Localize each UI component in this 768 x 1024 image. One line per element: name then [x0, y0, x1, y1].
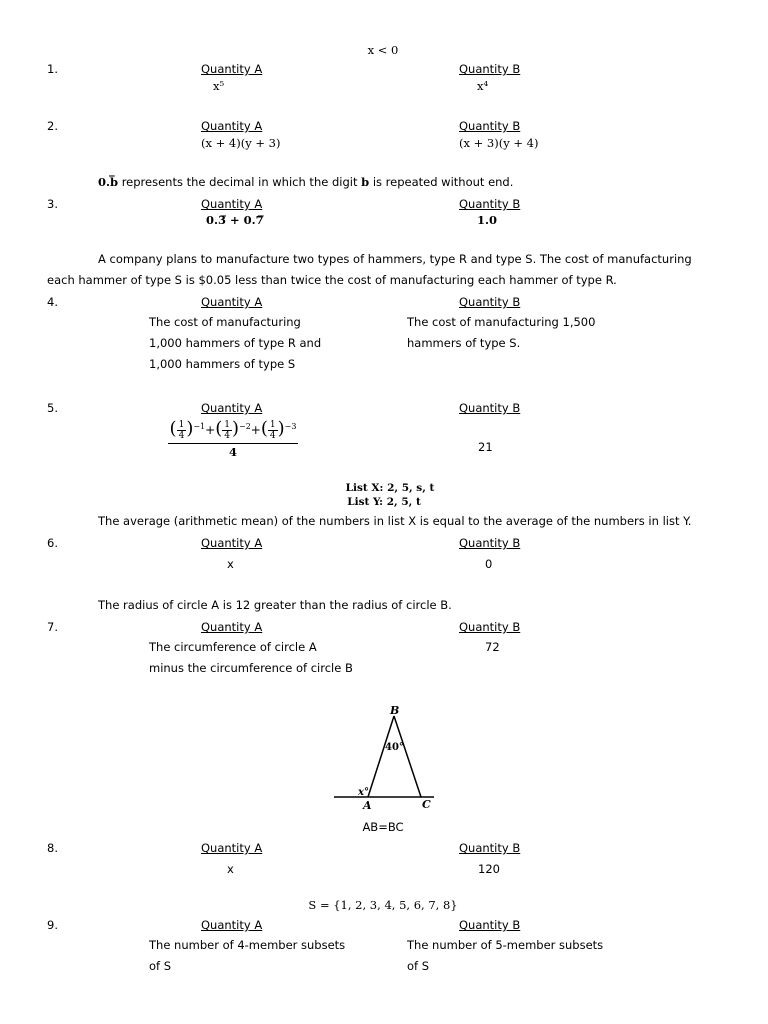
premise-9: S = {1, 2, 3, 4, 5, 6, 7, 8} — [308, 898, 458, 912]
question-7-quantity-a — [149, 640, 353, 682]
expression-numerator: ( $\frac{1}{4}$ )$^{-1}$+( $\frac{1}{4}$ )$^{-2}$+( $\frac{1}{4}$ )$^{-3}$ — [168, 418, 298, 444]
question-8-quantity-b: 120 — [478, 862, 500, 876]
list-y: List Y: 2, 5, t — [347, 496, 421, 508]
question-7-quantity-b: 72 — [485, 640, 500, 654]
vertex-c-label: C — [422, 798, 431, 811]
question-3-number: 3. — [47, 197, 58, 211]
question-8-number: 8. — [47, 841, 58, 855]
quantity-a-line: The cost of manufacturing — [149, 315, 301, 329]
premise-6: The average (arithmetic mean) of the numbers in list X is equal to the average of the numbers in list Y. — [98, 514, 692, 528]
vertex-b-label: B — [390, 704, 400, 717]
question-1-quantity-b-label: Quantity B — [459, 62, 521, 76]
question-7-quantity-b-label: Quantity B — [459, 620, 521, 634]
side-ab — [368, 716, 394, 797]
question-6-number: 6. — [47, 536, 58, 550]
quantity-a-line: The number of 4-member subsets — [149, 938, 346, 952]
question-1-quantity-b: x⁴ — [477, 79, 489, 93]
question-8-quantity-a-label: Quantity A — [201, 841, 263, 855]
angle-b-label: 40° — [385, 742, 404, 753]
angle-x-label: x° — [358, 787, 369, 798]
repeating-decimal-symbol: 0.b̅ — [98, 175, 119, 189]
side-bc — [394, 716, 421, 797]
quantity-a-line: The circumference of circle A — [149, 640, 317, 654]
premise-7: The radius of circle A is 12 greater than the radius of circle B. — [98, 598, 452, 612]
question-9-quantity-a-label: Quantity A — [201, 918, 263, 932]
quantity-b-line: hammers of type S. — [407, 336, 521, 350]
list-x: List X: 2, 5, s, t — [345, 482, 435, 494]
question-4-quantity-a — [149, 315, 321, 378]
question-2-quantity-b: (x + 3)(y + 4) — [459, 136, 539, 150]
premise-3 — [98, 175, 513, 189]
question-2-number: 2. — [47, 119, 58, 133]
question-4-quantity-b — [407, 315, 595, 357]
question-4-quantity-b-label: Quantity B — [459, 295, 521, 309]
question-1-quantity-a-label: Quantity A — [201, 62, 263, 76]
quantity-a-line: 1,000 hammers of type R and — [149, 336, 322, 350]
question-8-quantity-b-label: Quantity B — [459, 841, 521, 855]
question-4-quantity-a-label: Quantity A — [201, 295, 263, 309]
question-9-number: 9. — [47, 918, 58, 932]
question-5-number: 5. — [47, 401, 58, 415]
question-5-quantity-a — [168, 418, 298, 459]
question-9-quantity-b — [407, 938, 603, 980]
question-2-quantity-a: (x + 4)(y + 3) — [201, 136, 281, 150]
question-3-quantity-a-label: Quantity A — [201, 197, 263, 211]
quantity-b-line: of S — [407, 959, 430, 973]
question-9-quantity-a — [149, 938, 345, 980]
premise-1: x < 0 — [367, 43, 399, 57]
quantity-a-line: minus the circumference of circle B — [149, 661, 353, 675]
question-2-quantity-a-label: Quantity A — [201, 119, 263, 133]
quantity-a-line: 1,000 hammers of type S — [149, 357, 296, 371]
question-7-quantity-a-label: Quantity A — [201, 620, 263, 634]
question-7-number: 7. — [47, 620, 58, 634]
premise-3-text-1: represents the decimal in which the digit — [118, 175, 362, 189]
question-4-number: 4. — [47, 295, 58, 309]
premise-3-text-2: is repeated without end. — [369, 175, 514, 189]
question-6-quantity-a-label: Quantity A — [201, 536, 263, 550]
question-5-quantity-a-label: Quantity A — [201, 401, 263, 415]
question-2-quantity-b-label: Quantity B — [459, 119, 521, 133]
question-5-quantity-b-label: Quantity B — [459, 401, 521, 415]
question-3-quantity-b: 1.0 — [477, 213, 498, 227]
figure-caption: AB=BC — [362, 820, 404, 834]
triangle-figure — [328, 700, 440, 815]
question-5-quantity-b: 21 — [478, 440, 493, 454]
question-3-quantity-a: 0.3̅ + 0.7̅ — [206, 213, 264, 227]
question-6-quantity-a: x — [227, 557, 234, 571]
expression-denominator: 4 — [228, 445, 237, 459]
quantity-b-line: The cost of manufacturing 1,500 — [407, 315, 596, 329]
question-6-quantity-b-label: Quantity B — [459, 536, 521, 550]
question-1-quantity-a: x⁵ — [213, 79, 225, 93]
vertex-a-label: A — [363, 799, 372, 812]
question-9-quantity-b-label: Quantity B — [459, 918, 521, 932]
premise-4: A company plans to manufacture two types of hammers, type R and type S. The cost of manufacturing each hammer of type S is $0.05 less than twice the cost of manufacturing each hammer of type R. — [47, 252, 692, 287]
quantity-a-line: of S — [149, 959, 172, 973]
question-1-number: 1. — [47, 62, 58, 76]
quantity-b-line: The number of 5-member subsets — [407, 938, 604, 952]
question-8-quantity-a: x — [227, 862, 234, 876]
digit-symbol: b — [361, 175, 370, 189]
question-6-quantity-b: 0 — [485, 557, 493, 571]
question-3-quantity-b-label: Quantity B — [459, 197, 521, 211]
